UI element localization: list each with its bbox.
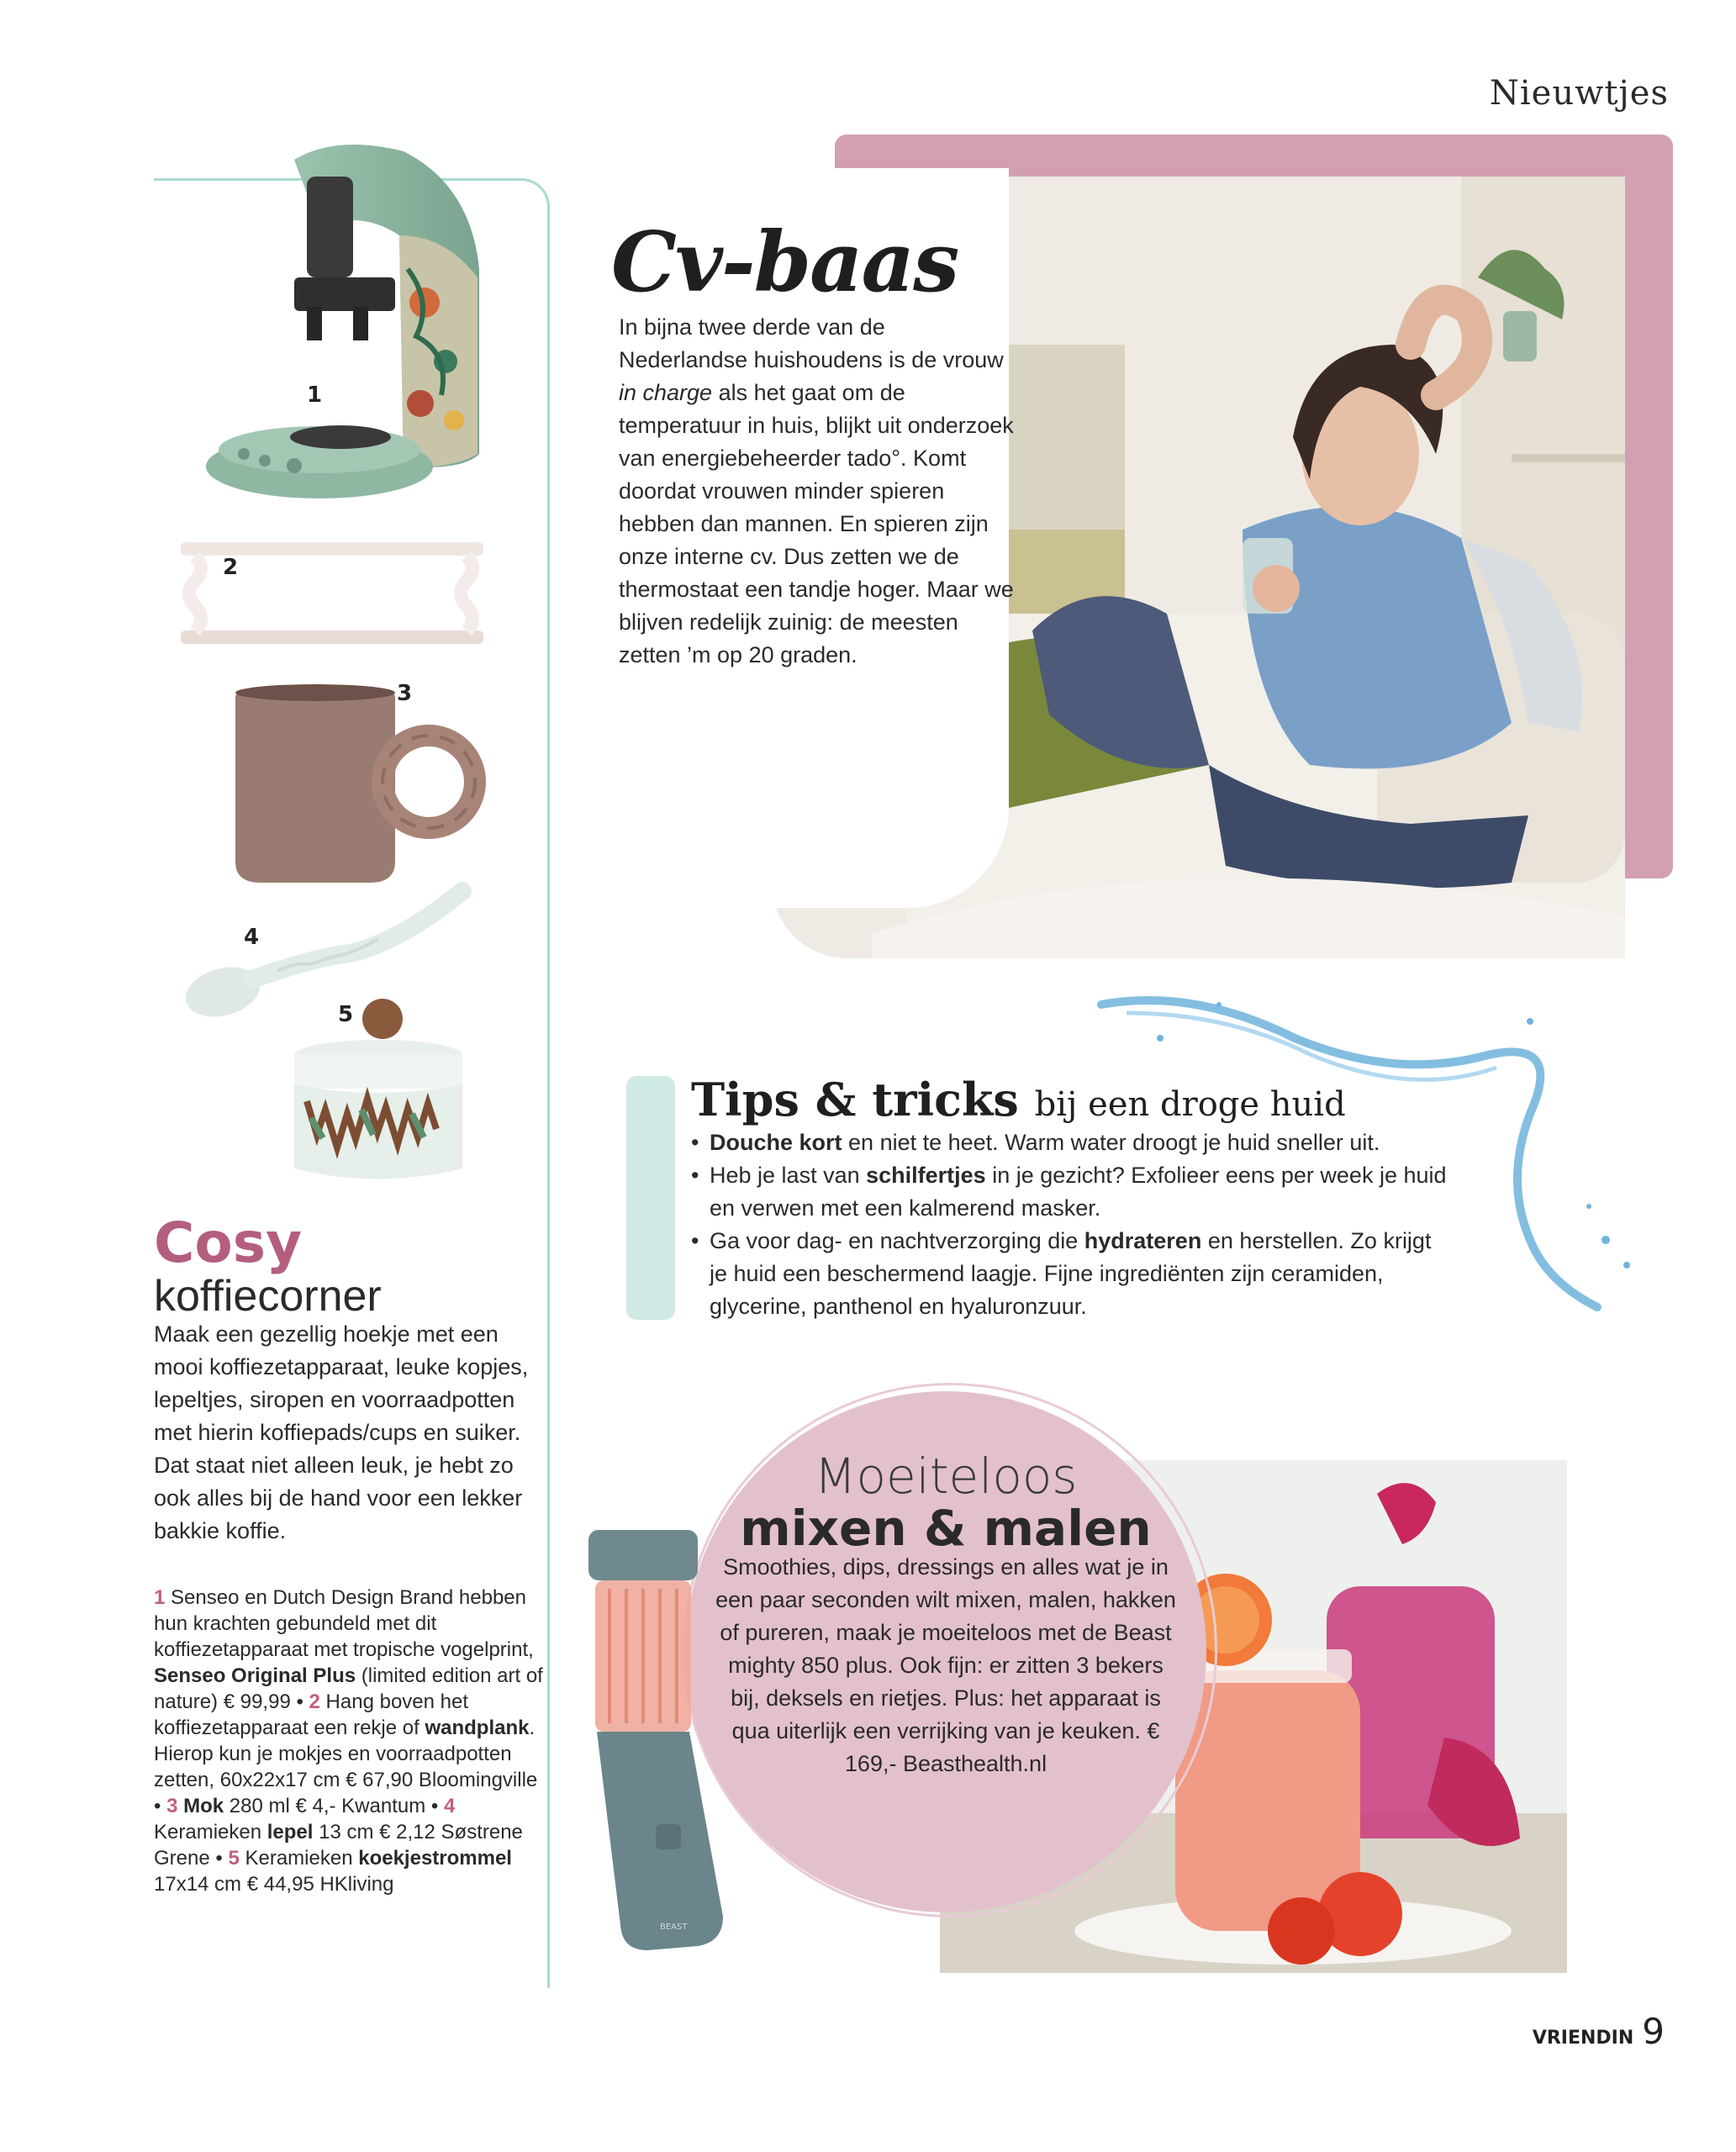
tips-title: Tips & tricks bij een droge huid: [691, 1073, 1346, 1126]
product-number-5: 5: [338, 1002, 354, 1027]
product-number-2: 2: [223, 555, 239, 580]
cosy-body: Maak een gezellig hoekje met een mooi koffiezetapparaat, leuke kopjes, lepeltjes, siropen en voorraadpotten met hierin koffiepads/cups en suiker. Dat staat niet alleen leuk, je hebt zo ook alles bij de hand voor een lekker bakkie koffie.: [154, 1321, 529, 1543]
product-number-4: 4: [244, 925, 260, 950]
tips-list: [691, 1126, 1448, 1323]
tips-item: • Heb je last van schilfertjes in je gezicht? Exfolieer eens per week je huid en verwen met een kalmerend masker.: [691, 1159, 1448, 1225]
product-number-1: 1: [307, 382, 323, 408]
tips-item: • Douche kort en niet te heet. Warm water droogt je huid sneller uit.: [691, 1126, 1448, 1159]
cookie-jar-image: [286, 992, 471, 1185]
coffee-machine-image: [193, 134, 496, 504]
section-label: Nieuwtjes: [1489, 74, 1669, 113]
cosy-title: Cosy: [154, 1210, 303, 1275]
cosy-subtitle: koffiecorner: [154, 1272, 382, 1321]
tips-item: • Ga voor dag- en nachtverzorging die hydrateren en herstellen. Zo krijgt je huid een beschermend laagje. Fijne ingrediënten zijn ceramiden, glycerine, panthenol en hyaluronzuur.: [691, 1225, 1448, 1323]
moeiteloos-body: Smoothies, dips, dressings en alles wat je in een paar seconden wilt mixen, malen, hakken of pureren, maak je moeiteloos met de Beast mighty 850 plus. Ook fijn: er zitten 3 bekers bij, deksels en rietjes. Plus: het apparaat is qua uiterlijk een verrijking van je keuken. € 169,- Beasthealth.nl: [715, 1554, 1176, 1776]
blender-brand-label: BEAST: [660, 1923, 688, 1932]
mug-image: [227, 681, 488, 891]
page-footer: VRIENDIN 9: [1532, 2011, 1665, 2052]
product-credits: 1 Senseo en Dutch Design Brand hebben hun krachten gebundeld met dit koffiezetapparaat met tropische vogelprint, Senseo Original Plus (limited edition art of nature) € 99,99 • 2 Hang boven het koffiezetapparaat een rekje of wandplank. Hierop kun je mokjes en voorraadpotten zetten, 60x22x17 cm € 67,90 Bloomingville • 3 Mok 280 ml € 4,- Kwantum • 4 Keramieken lepel 13 cm € 2,12 Søstrene Grene • 5 Keramieken koekjestrommel 17x14 cm € 44,95 HKliving: [154, 1586, 543, 1896]
wall-shelf-image: [177, 534, 488, 660]
tips-accent-bar: [626, 1076, 675, 1320]
moeiteloos-subtitle: mixen & malen: [740, 1500, 1152, 1557]
product-number-3: 3: [397, 681, 413, 706]
blender-image: [580, 1530, 765, 1967]
moeiteloos-title: Moeiteloos: [814, 1448, 1078, 1505]
cv-baas-body: In bijna twee derde van de Nederlandse huishoudens is de vrouw in charge als het gaat om de temperatuur in huis, blijkt uit onderzoek van energiebeheerder tado°. Komt doordat vrouwen minder spieren hebben dan mannen. En spieren zijn onze interne cv. Dus zetten we de thermostaat een tandje hoger. Maar we blijven redelijk zuinig: de meesten zetten ’m op 20 graden.: [619, 314, 1014, 667]
cv-baas-title: Cv-baas: [611, 214, 958, 311]
